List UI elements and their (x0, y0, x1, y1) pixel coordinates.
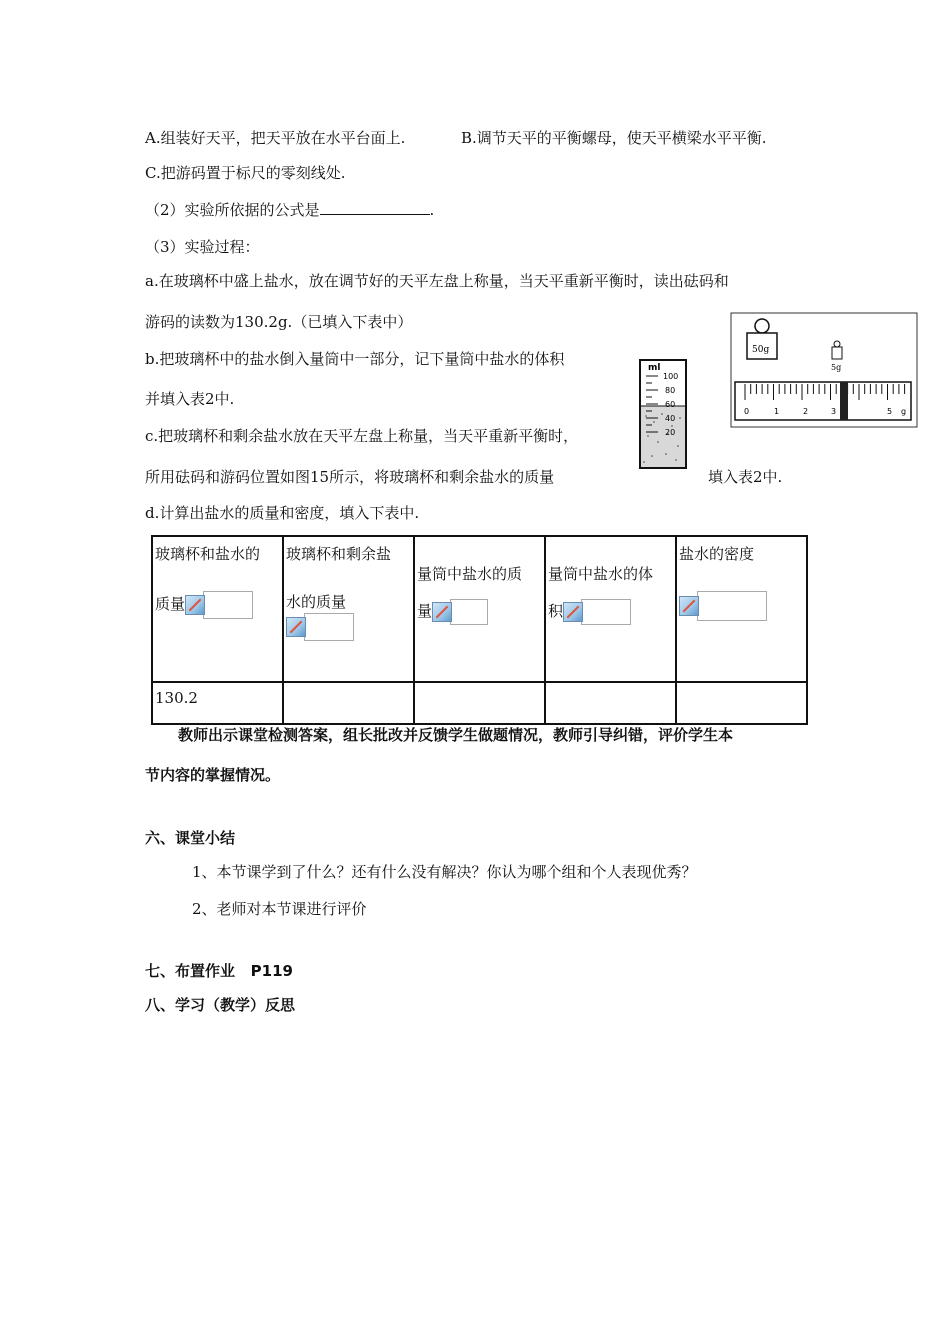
mark-60: 60 (665, 400, 676, 409)
teacher-note-line1: 教师出示课堂检测答案，组长批改并反馈学生做题情况，教师引导纠错，评价学生本 (178, 726, 734, 744)
header-text: 水的质量 (286, 593, 347, 611)
formula-label: （2）实验所依据的公式是 (145, 201, 320, 219)
image-placeholder (185, 591, 253, 619)
data-table (151, 535, 808, 725)
header-text: 质量 (155, 595, 186, 613)
formula-end: . (429, 201, 435, 219)
value-total-mass[interactable]: 130.2 (152, 682, 283, 724)
header-text: 量筒中盐水的质 (417, 565, 523, 583)
header-cell-density (676, 536, 807, 682)
broken-image-icon (563, 602, 583, 622)
broken-image-icon (185, 595, 205, 615)
header-text: 玻璃杯和剩余盐 (286, 545, 392, 563)
mark-40: 40 (665, 414, 676, 423)
scale-1: 1 (774, 407, 780, 416)
step-a-line1: a.在玻璃杯中盛上盐水，放在调节好的天平左盘上称量，当天平重新平衡时，读出砝码和 (145, 272, 729, 290)
teacher-note-line2: 节内容的掌握情况。 (145, 766, 281, 784)
step-c-line1: c.把玻璃杯和剩余盐水放在天平左盘上称量，当天平重新平衡时， (145, 427, 579, 445)
scale-2: 2 (803, 407, 809, 416)
rider (840, 382, 848, 420)
option-b: B.调节天平的平衡螺母，使天平横梁水平平衡. (461, 129, 767, 147)
section-6-item2: 2、老师对本节课进行评价 (192, 900, 367, 918)
section-6-item1: 1、本节课学到了什么？还有什么没有解决？你认为哪个组和个人表现优秀？ (192, 863, 697, 881)
header-text: 积 (548, 602, 564, 620)
image-placeholder (286, 613, 354, 641)
mark-20: 20 (665, 428, 676, 437)
weight-5g-label: 5g (831, 363, 842, 372)
graduated-cylinder-figure (632, 356, 694, 472)
ruler (735, 382, 911, 420)
mark-80: 80 (665, 386, 676, 395)
value-cylinder-volume[interactable] (545, 682, 676, 724)
value-remaining-mass[interactable] (283, 682, 414, 724)
section-7-title: 七、布置作业 P119 (145, 962, 293, 980)
broken-image-icon (679, 596, 699, 616)
weight-50g-label: 50g (752, 345, 770, 355)
step-c-line2-end: 填入表2中. (708, 468, 783, 486)
step-b-line1: b.把玻璃杯中的盐水倒入量筒中一部分，记下量筒中盐水的体积 (145, 350, 565, 368)
broken-image-icon (432, 602, 452, 622)
header-text: 盐水的密度 (679, 545, 755, 563)
step-c-line2: 所用砝码和游码位置如图15所示，将玻璃杯和剩余盐水的质量 (145, 468, 555, 486)
scale-0: 0 (744, 407, 750, 416)
header-cell-cylinder-volume (545, 536, 676, 682)
value-density[interactable] (676, 682, 807, 724)
formula-blank[interactable] (320, 200, 430, 215)
header-text: 量 (417, 602, 433, 620)
image-placeholder (432, 599, 488, 625)
table-row (152, 682, 807, 724)
scale-5: 5 (887, 407, 893, 416)
scale-unit: g (901, 407, 907, 416)
value-cylinder-mass[interactable] (414, 682, 545, 724)
image-placeholder (563, 599, 631, 625)
broken-image-icon (286, 617, 306, 637)
option-c: C.把游码置于标尺的零刻线处. (145, 164, 346, 182)
weight-5g (832, 347, 842, 359)
table-header-row (152, 536, 807, 682)
step-b-line2: 并填入表2中. (145, 390, 235, 408)
weights-and-scale-figure (730, 312, 918, 428)
process-heading: （3）实验过程： (145, 238, 260, 256)
image-placeholder (679, 591, 767, 621)
section-8-title: 八、学习（教学）反思 (145, 996, 296, 1014)
header-text: 玻璃杯和盐水的 (155, 545, 261, 563)
header-cell-total-mass (152, 536, 283, 682)
header-cell-cylinder-mass (414, 536, 545, 682)
formula-question (145, 200, 434, 220)
mark-100: 100 (663, 372, 679, 381)
section-6-title: 六、课堂小结 (145, 829, 236, 847)
step-d: d.计算出盐水的质量和密度，填入下表中. (145, 504, 420, 522)
cylinder-unit: ml (648, 363, 661, 373)
weight-50g-knob (755, 319, 769, 333)
scale-3: 3 (831, 407, 837, 416)
header-text: 量筒中盐水的体 (548, 565, 654, 583)
step-a-line2: 游码的读数为130.2g.（已填入下表中） (145, 313, 413, 331)
scale-4: 4 (860, 407, 866, 416)
option-a: A.组装好天平，把天平放在水平台面上. (145, 129, 406, 147)
header-cell-remaining-mass (283, 536, 414, 682)
